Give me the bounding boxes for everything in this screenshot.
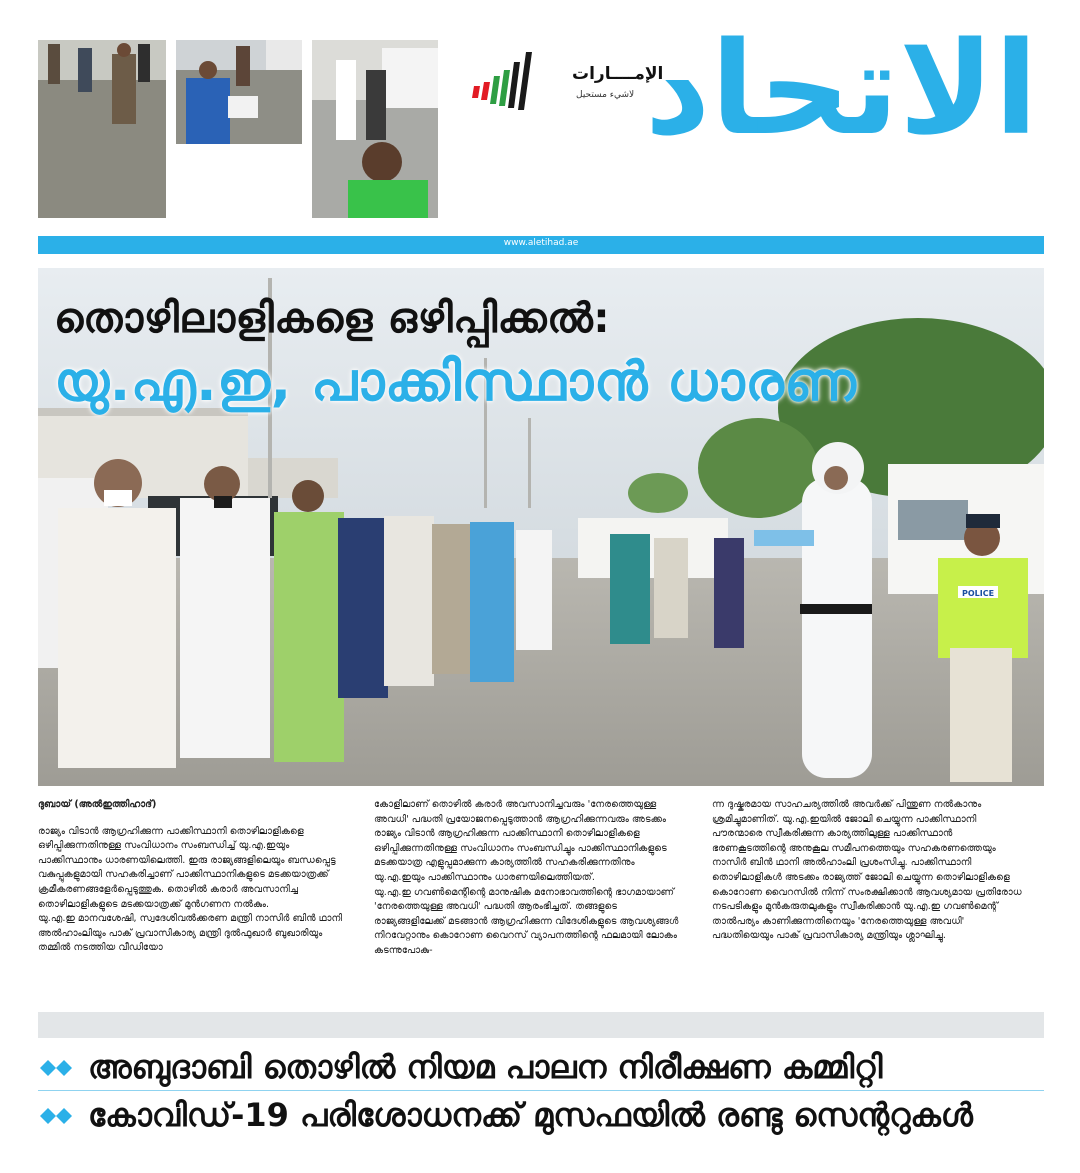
website-url[interactable]: www.aletihad.ae (503, 238, 579, 248)
headline-title: യു.എ.ഇ, പാക്കിസ്ഥാൻ ധാരണ (54, 350, 857, 413)
diamond-bullet-icon (38, 1058, 78, 1078)
police-label: POLICE (961, 589, 995, 598)
article-paragraph: രാജ്യം വിടാൻ ആഗ്രഹിക്കുന്ന പാക്കിസ്ഥാനി തൊഴിലാളികളെ ഒഴിപ്പിക്കുന്നതിനുള്ള സംവിധാനം സംബന്ധിച്ച് യു.എ.ഇയും പാക്കിസ്ഥാനും ധാരണയിലെത്തി. ഇരു രാജ്യങ്ങളിലെയും ബന്ധപ്പെട്ട വകുപ്പുകളുമായി സഹകരിച്ചാണ് പാക്കിസ്ഥാനികളുടെ മടക്കയാത്രക്ക് ക്രമീകരണങ്ങളേർപ്പെടുത്തുക. തൊഴിൽ കരാർ അവസാനിച്ച തൊഴിലാളികളുടെ മടക്കയാത്രക്ക് മുൻഗണന നൽകും. (38, 825, 336, 910)
emirates-name: الإمــــارات (572, 64, 664, 84)
article-column-3 (712, 798, 1022, 944)
headline-kicker: തൊഴിലാളികളെ ഒഴിപ്പിക്കൽ: (54, 294, 611, 342)
newspaper-name: الاتحاد (644, 15, 1038, 164)
article-paragraph: യു.എ.ഇ മാനവശേഷി, സ്വദേശിവൽക്കരണ മന്ത്രി നാസിർ ബിൻ ഥാനി അൽഹാംലിയും പാക് പ്രവാസികാര്യ മന്ത്രി ദുൽഫുഖാർ ബുഖാരിയും തമ്മിൽ നടത്തിയ വീഡിയോ (38, 913, 343, 954)
emirates-brand-logo (472, 42, 672, 116)
article-column-1 (38, 798, 348, 956)
article-paragraph: യു.എ.ഇ ഗവൺമെന്റിന്റെ മാനുഷിക മനോഭാവത്തിന്റെ ഭാഗമായാണ് 'നേരത്തെയുള്ള അവധി' പദ്ധതി ആരംഭിച്ചത്. തങ്ങളുടെ രാജ്യങ്ങളിലേക്ക് മടങ്ങാൻ ആഗ്രഹിക്കുന്ന വിദേശികളുടെ ആവശ്യങ്ങൾ നിറവേറ്റാനും കൊറോണ വൈറസ് വ്യാപനത്തിന്റെ ഫലമായി ലോകം കടന്നുപോകു- (374, 886, 679, 956)
diamond-bullet-icon (38, 1106, 78, 1126)
newspaper-logo (644, 15, 1044, 198)
emirates-slogan: لاشيء مستحيل (576, 90, 635, 100)
url-bar (38, 236, 1044, 254)
article-paragraph: ന്ന ദുഷ്കരമായ സാഹചര്യത്തിൽ അവർക്ക് പിന്തുണ നൽകാനും ശ്രമിച്ചുമാണിത്. യു.എ.ഇയിൽ ജോലി ചെയ്യുന്ന പാക്കിസ്ഥാനി പൗരന്മാരെ സ്വീകരിക്കുന്ന കാര്യത്തിലുള്ള പാക്കിസ്ഥാൻ ഭരണകൂടത്തിന്റെ അനുകൂല സമീപനത്തെയും സഹകരണത്തെയും നാസിർ ബിൻ ഥാനി അൽഹാംലി പ്രശംസിച്ചു. പാക്കിസ്ഥാനി തൊഴിലാളികൾ അടക്കം രാജ്യത്ത് ജോലി ചെയ്യുന്ന തൊഴിലാളികളെ കൊറോണ വൈറസിൽ നിന്ന് സംരക്ഷിക്കാൻ ആവശ്യമായ പ്രതിരോധ നടപടികളും മുൻകരുതലുകളും സ്വീകരിക്കാൻ യു.എ.ഇ ഗവൺമെന്റ് താൽപര്യം കാണിക്കുന്നതിനെയും 'നേരത്തെയുള്ള അവധി' പദ്ധതിയെയും പാക് പ്രവാസികാര്യ മന്ത്രിയും ശ്ലാഘിച്ചു. (712, 799, 1022, 942)
section-divider (38, 1012, 1044, 1038)
article-dateline: ദുബായ് (അൽഇത്തിഹാദ്) (38, 799, 157, 810)
masthead (38, 15, 1044, 224)
thumbnail-photo-queue-green-shirt (312, 40, 438, 218)
teaser-text: കോവിഡ്-19 പരിശോധനക്ക് മുസഫയിൽ രണ്ടു സെന്ററുകൾ (88, 1096, 973, 1134)
thumbnail-photo-worker-blue-overalls (176, 40, 302, 144)
article-paragraph: കോളിലാണ് തൊഴിൽ കരാർ അവസാനിച്ചവരും 'നേരത്തെയുള്ള അവധി' പദ്ധതി പ്രയോജനപ്പെടുത്താൻ ആഗ്രഹിക്കുന്നവരും അടക്കം രാജ്യം വിടാൻ ആഗ്രഹിക്കുന്ന പാക്കിസ്ഥാനി തൊഴിലാളികളെ ഒഴിപ്പിക്കുന്നതിനുള്ള സംവിധാനം സംബന്ധിച്ചും പാക്കിസ്ഥാനികളുടെ മടക്കയാത്ര എളുപ്പമാക്കുന്ന കാര്യത്തിൽ സഹകരിക്കുന്നതിനും യു.എ.ഇയും പാക്കിസ്ഥാനും ധാരണയിലെത്തിയത്. (374, 799, 667, 883)
thumbnail-photo-workers-walking (38, 40, 166, 218)
teaser-item[interactable] (38, 1046, 1044, 1090)
teaser-divider-line (38, 1090, 1044, 1091)
teaser-item[interactable] (38, 1094, 1044, 1138)
article-column-2 (374, 798, 684, 959)
emirates-stripes-icon (472, 42, 562, 116)
main-news-photo (38, 268, 1044, 786)
teaser-text: അബുദാബി തൊഴിൽ നിയമ പാലന നിരീക്ഷണ കമ്മിറ്റി (88, 1048, 883, 1086)
